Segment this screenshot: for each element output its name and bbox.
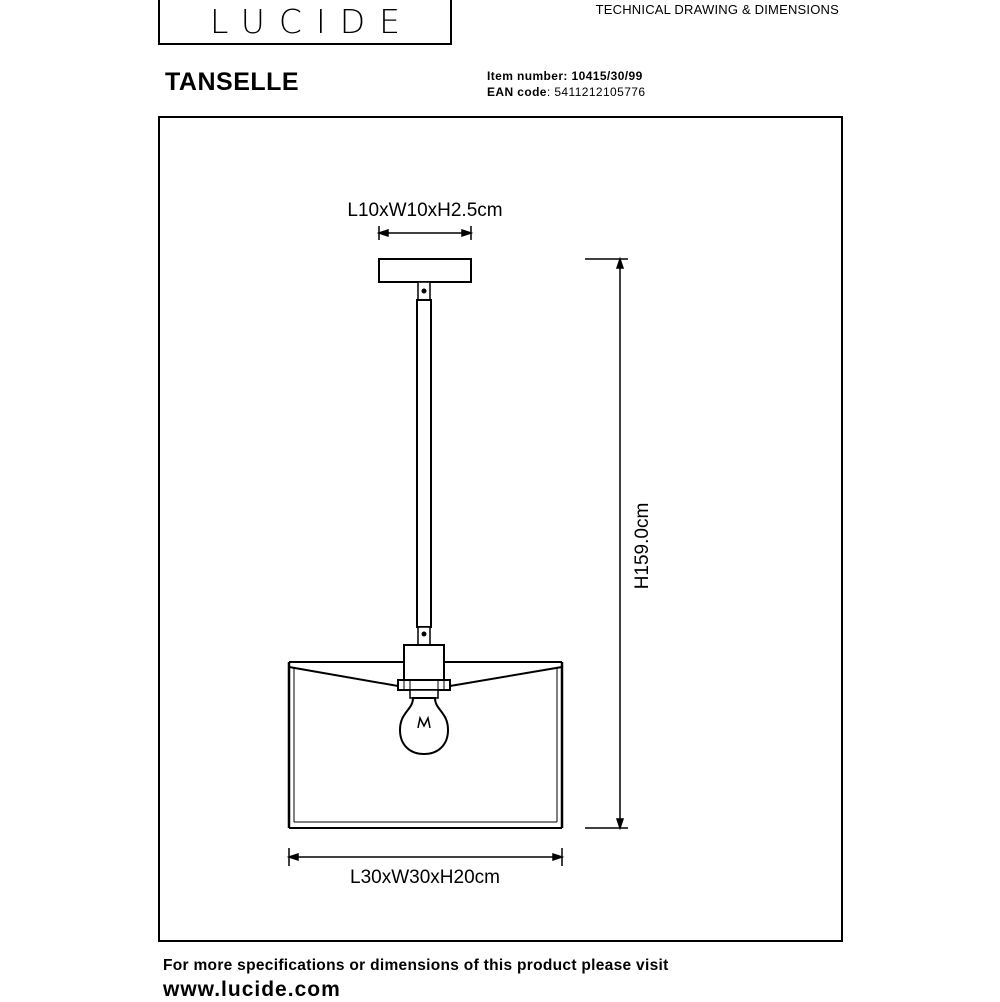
holder-ring	[398, 680, 450, 690]
canopy-dimension-label: L10xW10xH2.5cm	[347, 200, 503, 221]
shade-dimension-label: L30xW30xH20cm	[350, 867, 500, 888]
ceiling-canopy	[379, 259, 471, 282]
screw-dot	[422, 289, 427, 294]
height-dimension-label: H159.0cm	[632, 502, 653, 590]
footer-text: For more specifications or dimensions of this product please visit	[163, 957, 669, 974]
document-type: TECHNICAL DRAWING & DIMENSIONS	[595, 2, 839, 17]
item-number-value: 10415/30/99	[571, 69, 643, 83]
brand-logo-text: LUCIDE	[210, 2, 414, 41]
canopy-dimension-line	[379, 226, 471, 240]
product-name: TANSELLE	[165, 68, 300, 96]
shade-dimension-line	[289, 848, 562, 866]
lamp-holder	[404, 645, 444, 681]
item-number-label: Item number:	[487, 69, 568, 83]
height-dimension-line	[585, 259, 628, 828]
ean-label: EAN code	[487, 85, 547, 99]
footer-website-link[interactable]: www.lucide.com	[163, 978, 341, 1001]
ean-value: : 5411212105776	[546, 85, 646, 99]
footer	[163, 957, 669, 1002]
suspension-rod	[417, 300, 431, 627]
bulb-base	[410, 690, 438, 698]
connector-dot	[422, 632, 427, 637]
